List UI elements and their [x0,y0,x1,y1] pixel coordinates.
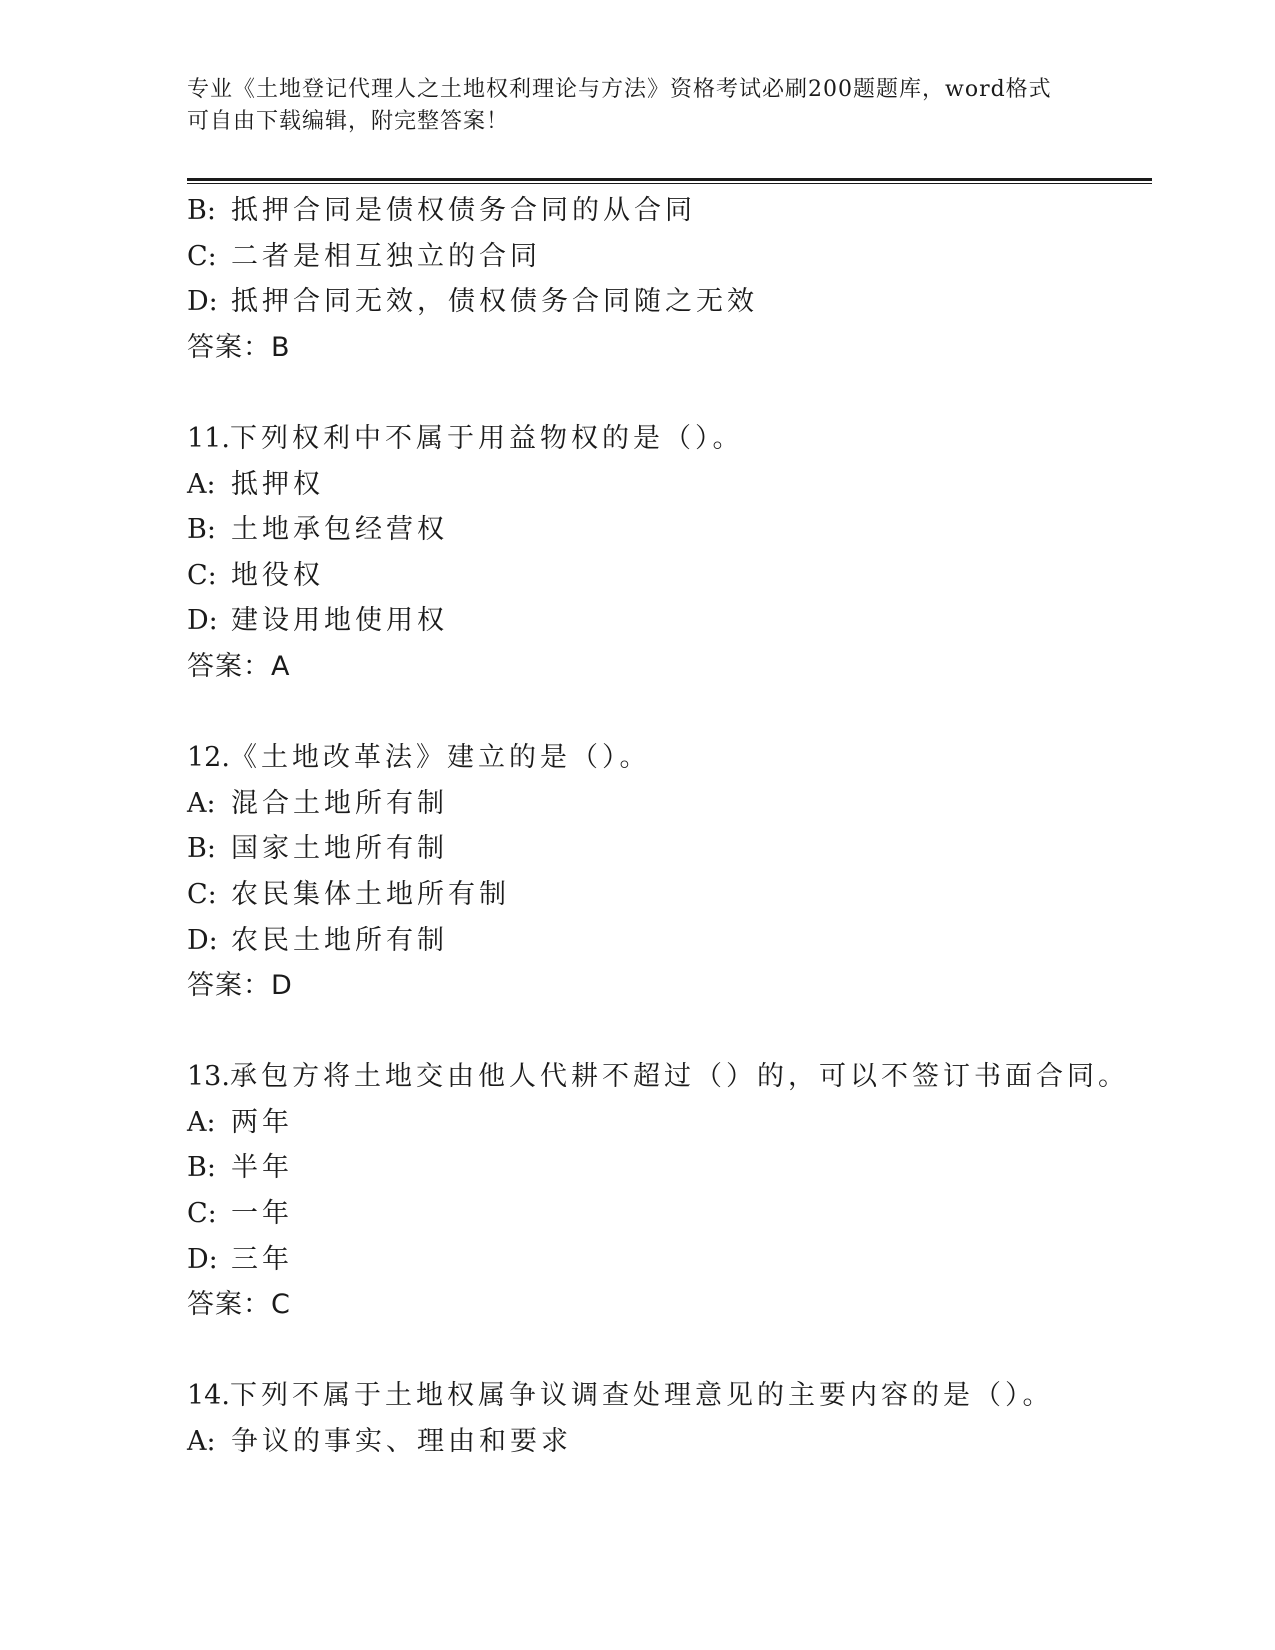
option-label: A: [187,1426,216,1458]
question-block-12 [187,735,1152,1009]
question-block-11 [187,416,1152,690]
answer-line: 答案：C [187,1289,291,1321]
question-stem [187,1054,1152,1100]
question-block-14 [187,1373,1152,1464]
question-number: 11. [187,422,230,454]
question-block-13 [187,1054,1152,1328]
option-row [187,918,1152,964]
option-row [187,1237,1152,1283]
option-row [187,507,1152,553]
option-label: D: [187,1243,218,1275]
header-divider-thin [187,183,1152,184]
option-row [187,1145,1152,1191]
answer-line: 答案：D [187,970,293,1002]
option-text: 二者是相互独立的合同 [231,240,541,272]
option-label: C: [187,878,217,910]
option-row [187,781,1152,827]
option-text: 抵押权 [231,468,324,500]
option-label: B: [187,833,216,865]
option-row [187,279,1152,325]
option-label: A: [187,468,216,500]
option-row [187,462,1152,508]
header-divider-thick [187,178,1152,181]
option-row [187,1191,1152,1237]
question-stem [187,416,1152,462]
option-text: 两年 [231,1106,293,1138]
question-number: 12. [187,742,230,774]
option-row [187,598,1152,644]
question-text: 《土地改革法》建立的是（）。 [229,742,651,774]
option-row [187,188,1152,234]
option-row [187,553,1152,599]
option-row [187,1100,1152,1146]
option-text: 建设用地使用权 [231,605,448,637]
option-row [187,826,1152,872]
option-label: D: [187,286,218,318]
question-text: 承包方将土地交由他人代耕不超过（）的，可以不签订书面合同。 [229,1061,1129,1093]
option-text: 地役权 [231,559,324,591]
option-text: 混合土地所有制 [231,787,448,819]
option-text: 一年 [231,1198,293,1230]
option-text: 土地承包经营权 [231,514,448,546]
option-label: A: [187,787,216,819]
option-text: 抵押合同是债权债务合同的从合同 [231,195,696,226]
option-label: D: [187,605,218,637]
option-label: C: [187,1198,217,1230]
question-number: 14. [187,1380,230,1412]
option-label: D: [187,924,218,956]
question-list [187,188,1152,1465]
answer-line: 答案：A [187,650,291,682]
option-text: 农民集体土地所有制 [231,878,510,910]
option-row [187,1419,1152,1465]
question-text: 下列不属于土地权属争议调查处理意见的主要内容的是（）。 [229,1380,1054,1412]
option-text: 农民土地所有制 [231,924,448,956]
option-text: 争议的事实、理由和要求 [231,1426,572,1458]
option-label: C: [187,240,217,272]
option-text: 抵押合同无效，债权债务合同随之无效 [231,286,758,318]
option-label: B: [187,195,216,226]
option-label: B: [187,1152,216,1184]
option-label: B: [187,514,216,546]
option-text: 半年 [231,1152,293,1184]
option-row [187,872,1152,918]
question-number: 13. [187,1061,230,1093]
question-block-partial [187,188,1152,370]
option-text: 三年 [231,1243,293,1275]
question-stem [187,1373,1152,1419]
answer-line: 答案：B [187,331,291,363]
option-text: 国家土地所有制 [231,833,448,865]
document-title: 专业《土地登记代理人之土地权利理论与方法》资格考试必刷200题题库，word格式可自由下载编辑，附完整答案！ [187,77,1052,134]
question-text: 下列权利中不属于用益物权的是（）。 [229,422,744,454]
question-stem [187,735,1152,781]
option-label: A: [187,1106,216,1138]
option-label: C: [187,559,217,591]
option-row [187,234,1152,280]
